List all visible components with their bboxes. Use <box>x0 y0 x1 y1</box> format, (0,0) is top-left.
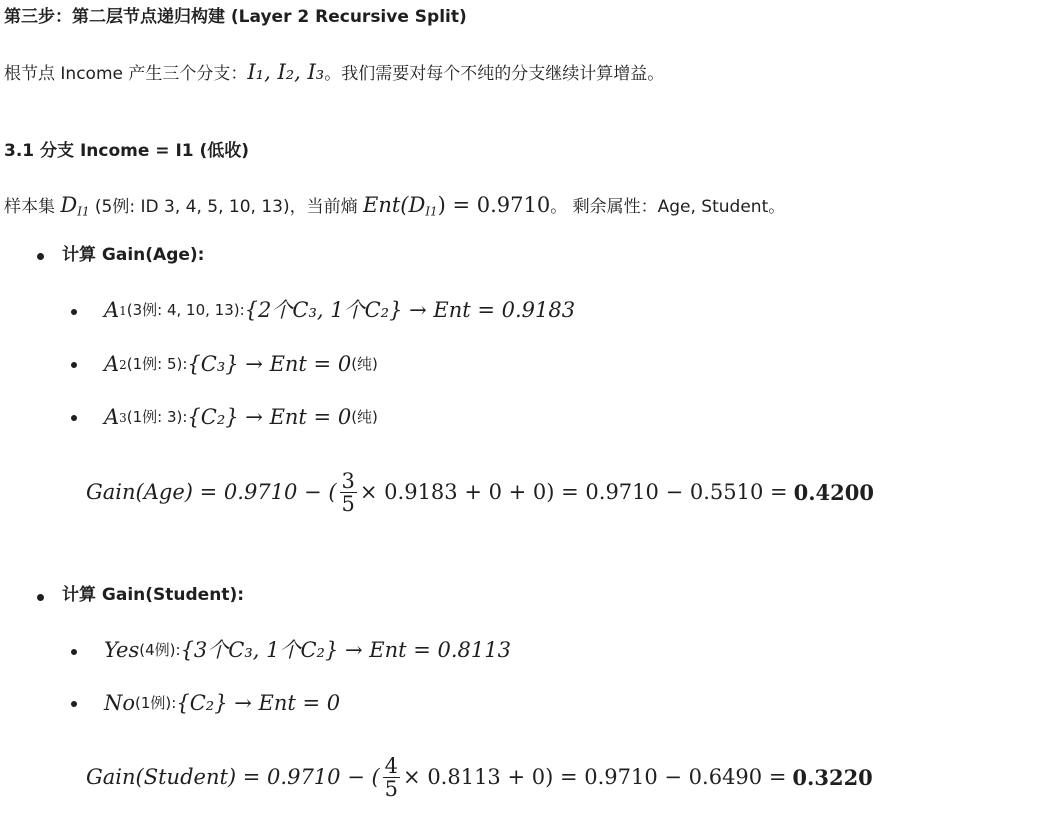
entropy-sub: I1 <box>425 204 438 219</box>
branch-expr: {C₂} → Ent = 0 <box>176 691 341 715</box>
step-heading: 第三步：第二层节点递归构建 (Layer 2 Recursive Split) <box>4 7 467 27</box>
sample-info: (5例: ID 3, 4, 5, 10, 13)，当前熵 <box>89 197 363 217</box>
branch-var: A <box>104 405 120 429</box>
intro-suffix: 。我们需要对每个不纯的分支继续计算增益。 <box>324 64 665 84</box>
remaining-attrs: 。 剩余属性：Age, Student。 <box>550 197 786 217</box>
gain-student-label: 计算 Gain(Student): <box>62 585 245 605</box>
intro-prefix: 根节点 Income 产生三个分支： <box>4 64 248 84</box>
branch-var: No <box>104 691 136 715</box>
formula-left: Gain(Student) = 0.9710 − ( <box>86 764 380 789</box>
entropy-expr: Ent(D <box>363 193 426 217</box>
bullet-dot <box>71 649 77 655</box>
branch-info: (1例: 3): <box>126 408 188 427</box>
fraction <box>340 470 357 515</box>
branch-info: (3例: 4, 10, 13): <box>126 301 245 320</box>
bullet-dot <box>71 309 77 315</box>
branch-expr: {C₃} → Ent = 0 <box>187 352 352 376</box>
age-branch-2: A 2 (1例: 5): {C₃} → Ent = 0 (纯) <box>104 350 378 379</box>
formula-left: Gain(Age) = 0.9710 − ( <box>86 479 337 504</box>
formula-right: × 0.8113 + 0) = 0.9710 − 0.6490 = <box>403 764 787 789</box>
gain-student-result: 0.3220 <box>792 764 873 790</box>
bullet-dot <box>37 253 44 260</box>
branch-var: A <box>104 298 120 322</box>
gain-age-label: 计算 Gain(Age): <box>62 245 205 265</box>
section-title: 3.1 分支 Income = I1 (低收) <box>4 141 250 161</box>
bullet-dot <box>71 362 77 368</box>
age-branch-1: A 1 (3例: 4, 10, 13): {2个C₃, 1个C₂} → Ent = 0.9183 <box>104 296 575 325</box>
branch-info: (1例): <box>135 694 177 713</box>
bullet-dot <box>71 701 77 707</box>
branch-note: (纯) <box>351 408 378 427</box>
branch-expr: {2个C₃, 1个C₂} → Ent = 0.9183 <box>244 298 576 322</box>
gain-age-result: 0.4200 <box>793 479 874 505</box>
branch-info: (1例: 5): <box>126 355 188 374</box>
sample-set: D <box>60 193 78 217</box>
student-branch-yes <box>104 636 511 665</box>
branch-expr: {C₂} → Ent = 0 <box>187 405 352 429</box>
formula-right: × 0.9183 + 0 + 0) = 0.9710 − 0.5510 = <box>359 479 788 504</box>
bullet-dot <box>71 415 77 421</box>
entropy-value: ) = 0.9710 <box>437 193 551 217</box>
student-branch-no <box>104 689 340 718</box>
age-branch-3: A 3 (1例: 3): {C₂} → Ent = 0 (纯) <box>104 403 378 432</box>
intro-paragraph <box>4 58 664 87</box>
fraction-denominator: 5 <box>384 777 399 802</box>
sample-set-sub: I1 <box>77 204 90 219</box>
fraction <box>383 755 400 800</box>
fraction-numerator: 4 <box>384 754 399 778</box>
intro-branches: I₁, I₂, I₃ <box>247 60 325 84</box>
branch-var: Yes <box>104 638 140 662</box>
branch-var: A <box>104 352 120 376</box>
gain-student-formula <box>86 755 873 800</box>
fraction-numerator: 3 <box>341 469 355 493</box>
sample-prefix: 样本集 <box>4 197 55 217</box>
branch-note: (纯) <box>351 355 378 374</box>
bullet-dot <box>37 594 44 601</box>
gain-age-formula <box>86 470 874 515</box>
sample-paragraph <box>4 191 785 220</box>
fraction-denominator: 5 <box>341 492 355 517</box>
branch-info: (4例): <box>139 641 181 660</box>
branch-expr: {3个C₃, 1个C₂} → Ent = 0.8113 <box>180 638 511 662</box>
